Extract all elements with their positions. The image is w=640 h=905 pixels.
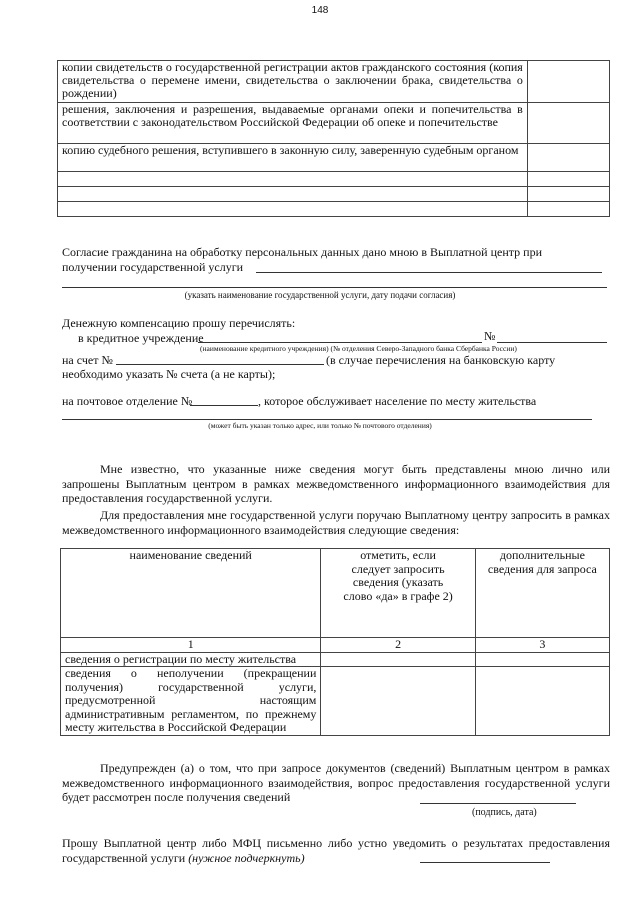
notify-text: Прошу Выплатной центр либо МФЦ письменно либо устно уведомить о результатах предоставления государственной услуги <box>62 836 610 865</box>
table-cell-empty <box>527 61 609 103</box>
extra-cell[interactable] <box>475 667 609 736</box>
account-label: на счет № <box>62 353 113 367</box>
table-row <box>58 172 610 187</box>
credit-label: в кредитное учреждение <box>78 331 204 345</box>
table-cell: копию судебного решения, вступившего в законную силу, заверенную судебным органом <box>58 144 528 172</box>
column-number: 1 <box>61 638 321 653</box>
compensation-heading: Денежную компенсацию прошу перечислять: <box>62 316 296 330</box>
header-name: наименование сведений <box>61 549 321 638</box>
account-note-2: необходимо указать № счета (а не карты); <box>62 367 276 381</box>
table-cell-empty <box>527 103 609 144</box>
table-cell-empty <box>527 172 609 187</box>
table-row <box>58 144 610 172</box>
post-label: на почтовое отделение № <box>62 394 193 408</box>
branch-no-sign: № <box>484 329 496 343</box>
page-number: 148 <box>311 5 329 16</box>
warning-paragraph: Предупрежден (а) о том, что при запросе документов (сведений) Выплатным центром в рамках межведомственного информационного взаимодействия, вопрос предоставления государственной услуги будет рассмотрен после получения сведений <box>62 761 610 804</box>
column-number: 2 <box>321 638 475 653</box>
table-row <box>61 667 610 736</box>
table-row <box>61 652 610 667</box>
table-cell-empty <box>527 202 609 217</box>
info-paragraph-1: Мне известно, что указанные ниже сведения могут быть представлены мною лично или запрошены Выплатным центром в рамках межведомственного информационного взаимодействия для предоставления государственной услуги. <box>62 462 610 505</box>
consent-line-1: Согласие гражданина на обработку персональных данных дано мною в Выплатной центр при <box>62 245 542 259</box>
post-address-field[interactable] <box>62 419 592 420</box>
credit-caption: (наименование кредитного учреждения) (№ отделения Северо-Западного банка Сбербанка России) <box>200 344 517 353</box>
account-number-field[interactable] <box>116 364 324 365</box>
signature-caption: (подпись, дата) <box>472 807 537 818</box>
info-name: сведения о регистрации по месту жительства <box>61 652 321 667</box>
account-note-1: (в случае перечисления на банковскую карту <box>326 353 556 367</box>
notify-method-field[interactable] <box>420 862 550 863</box>
documents-table <box>57 60 610 217</box>
branch-number-field[interactable] <box>497 342 607 343</box>
info-paragraph-2: Для предоставления мне государственной услуги поручаю Выплатному центру запросить в рамках межведомственного информационного взаимодействия следующие сведения: <box>62 508 610 537</box>
notify-italic: (нужное подчеркнуть) <box>188 850 305 865</box>
header-mark: отметить, если следует запросить сведения (указать слово «да» в графе 2) <box>321 549 475 638</box>
table-cell: решения, заключения и разрешения, выдаваемые органами опеки и попечительства в соответствии с законодательством Российской Федерации об опеке и попечительстве <box>58 103 528 144</box>
extra-cell[interactable] <box>475 652 609 667</box>
consent-caption: (указать наименование государственной услуги, дату подачи согласия) <box>184 290 456 300</box>
table-row <box>58 61 610 103</box>
consent-date-field[interactable] <box>62 287 607 288</box>
table-row <box>58 202 610 217</box>
mark-cell[interactable] <box>321 667 475 736</box>
table-cell-empty <box>527 187 609 202</box>
post-office-field[interactable] <box>190 405 258 406</box>
table-row <box>58 187 610 202</box>
table-cell-empty <box>527 144 609 172</box>
info-name: сведения о неполучении (прекращении получения) государственной услуги, предусмотренной настоящим административным регламентом, по прежнему месту жительства в Российской Федерации <box>61 667 321 736</box>
table-cell-empty <box>58 202 528 217</box>
table-number-row <box>61 638 610 653</box>
table-cell-empty <box>58 172 528 187</box>
signature-date-field[interactable] <box>420 803 576 804</box>
post-caption: (может быть указан только адрес, или только № почтового отделения) <box>208 421 432 430</box>
consent-service-field[interactable] <box>256 272 602 273</box>
table-cell: копии свидетельств о государственной регистрации актов гражданского состояния (копия свидетельства о перемене имени, свидетельства о заключении брака, свидетельства о рождении) <box>58 61 528 103</box>
table-cell-empty <box>58 187 528 202</box>
notify-paragraph <box>62 836 610 865</box>
table-header-row <box>61 549 610 638</box>
table-row <box>58 103 610 144</box>
post-text: , которое обслуживает население по месту жительства <box>258 394 537 408</box>
mark-cell[interactable] <box>321 652 475 667</box>
consent-line-2: получении государственной услуги <box>62 260 244 274</box>
header-extra: дополнительные сведения для запроса <box>475 549 609 638</box>
column-number: 3 <box>475 638 609 653</box>
information-request-table <box>60 548 610 736</box>
credit-institution-field[interactable] <box>198 342 482 343</box>
